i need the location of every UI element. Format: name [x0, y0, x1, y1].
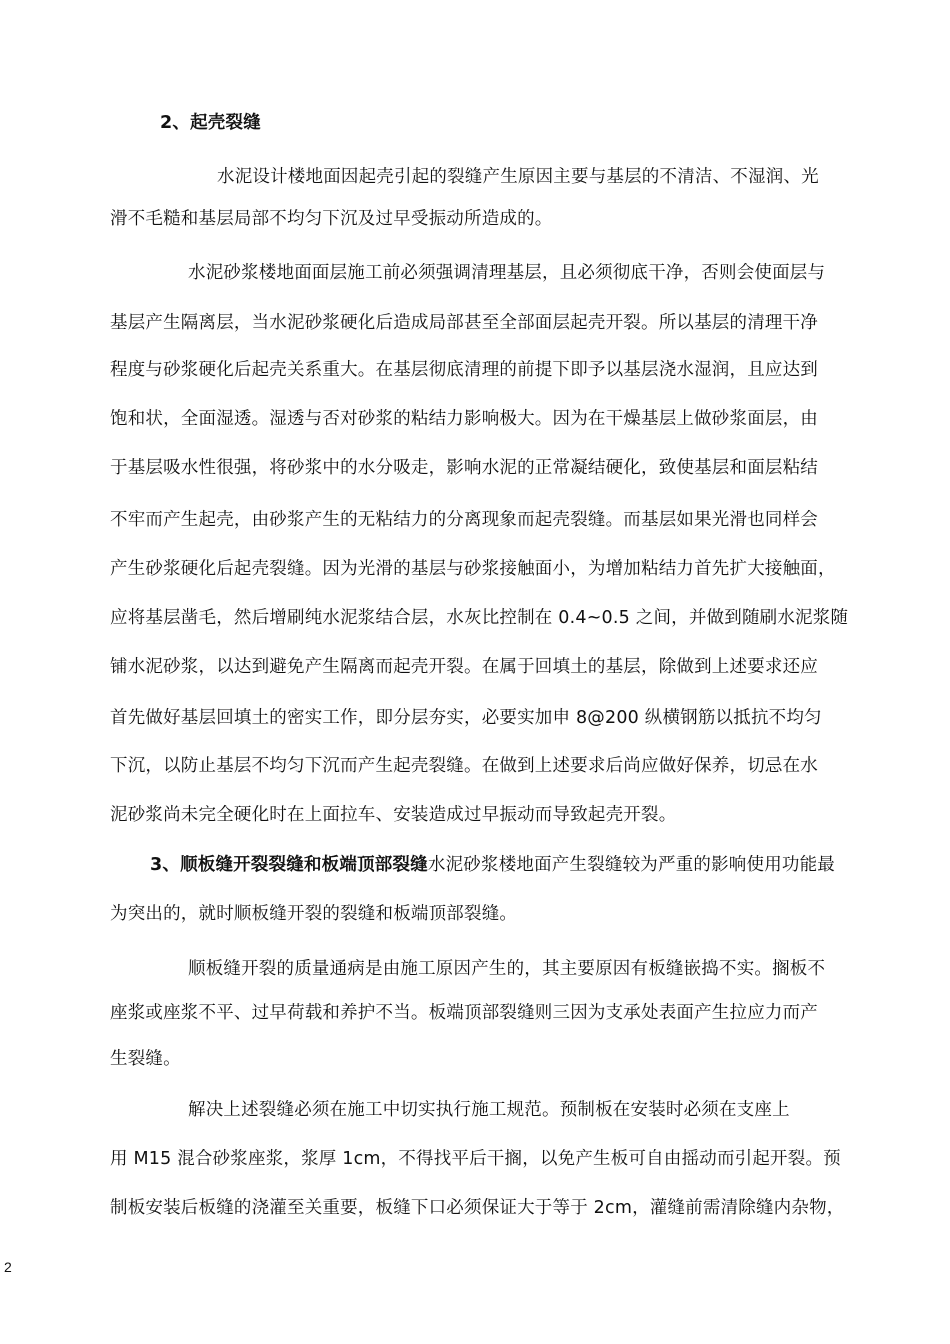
paragraph-line: 为突出的，就时顺板缝开裂的裂缝和板端顶部裂缝。	[110, 904, 518, 924]
paragraph-line: 顺板缝开裂的质量通病是由施工原因产生的，其主要原因有板缝嵌捣不实。搁板不	[188, 959, 826, 979]
paragraph-line: 生裂缝。	[110, 1049, 181, 1069]
paragraph-line: 于基层吸水性很强，将砂浆中的水分吸走，影响水泥的正常凝结硬化，致使基层和面层粘结	[110, 458, 818, 478]
paragraph-line: 铺水泥砂浆，以达到避免产生隔离而起壳开裂。在属于回填土的基层，除做到上述要求还应	[110, 657, 818, 677]
page-number: 2	[4, 1259, 12, 1275]
paragraph-line: 水泥砂浆楼地面面层施工前必须强调清理基层，且必须彻底干净，否则会使面层与	[188, 263, 826, 283]
section-heading-2: 2、起壳裂缝	[160, 113, 261, 133]
paragraph-line: 用 M15 混合砂浆座浆，浆厚 1cm，不得找平后干搁，以免产生板可自由摇动而引起开裂。预	[110, 1149, 841, 1169]
section-heading-3-line	[150, 853, 835, 877]
paragraph-text: 水泥砂浆楼地面产生裂缝较为严重的影响使用功能最	[427, 855, 835, 875]
paragraph-line: 首先做好基层回填土的密实工作，即分层夯实，必要实加申 8@200 纵横钢筋以抵抗不均匀	[110, 708, 822, 728]
paragraph-line: 滑不毛糙和基层局部不均匀下沉及过早受振动所造成的。	[110, 209, 553, 229]
paragraph-line: 应将基层凿毛，然后增刷纯水泥浆结合层，水灰比控制在 0.4~0.5 之间，并做到随刷水泥浆随	[110, 608, 849, 628]
paragraph-line: 基层产生隔离层，当水泥砂浆硬化后造成局部甚至全部面层起壳开裂。所以基层的清理干净	[110, 313, 818, 333]
paragraph-line: 下沉，以防止基层不均匀下沉而产生起壳裂缝。在做到上述要求后尚应做好保养，切忌在水	[110, 756, 818, 776]
paragraph-line: 座浆或座浆不平、过早荷载和养护不当。板端顶部裂缝则三因为支承处表面产生拉应力而产	[110, 1003, 818, 1023]
paragraph-line: 解决上述裂缝必须在施工中切实执行施工规范。预制板在安装时必须在支座上	[188, 1100, 790, 1120]
paragraph-line: 程度与砂浆硬化后起壳关系重大。在基层彻底清理的前提下即予以基层浇水湿润，且应达到	[110, 360, 818, 380]
section-heading-3: 3、顺板缝开裂裂缝和板端顶部裂缝	[150, 855, 428, 875]
paragraph-line: 不牢而产生起壳，由砂浆产生的无粘结力的分离现象而起壳裂缝。而基层如果光滑也同样会	[110, 510, 818, 530]
paragraph-line: 制板安装后板缝的浇灌至关重要，板缝下口必须保证大于等于 2cm，灌缝前需清除缝内杂物，	[110, 1198, 845, 1218]
paragraph-line: 水泥设计楼地面因起壳引起的裂缝产生原因主要与基层的不清洁、不湿润、光	[217, 167, 819, 187]
paragraph-line: 产生砂浆硬化后起壳裂缝。因为光滑的基层与砂浆接触面小，为增加粘结力首先扩大接触面，	[110, 559, 836, 579]
paragraph-line: 饱和状，全面湿透。湿透与否对砂浆的粘结力影响极大。因为在干燥基层上做砂浆面层，由	[110, 409, 818, 429]
paragraph-line: 泥砂浆尚未完全硬化时在上面拉车、安装造成过早振动而导致起壳开裂。	[110, 805, 677, 825]
